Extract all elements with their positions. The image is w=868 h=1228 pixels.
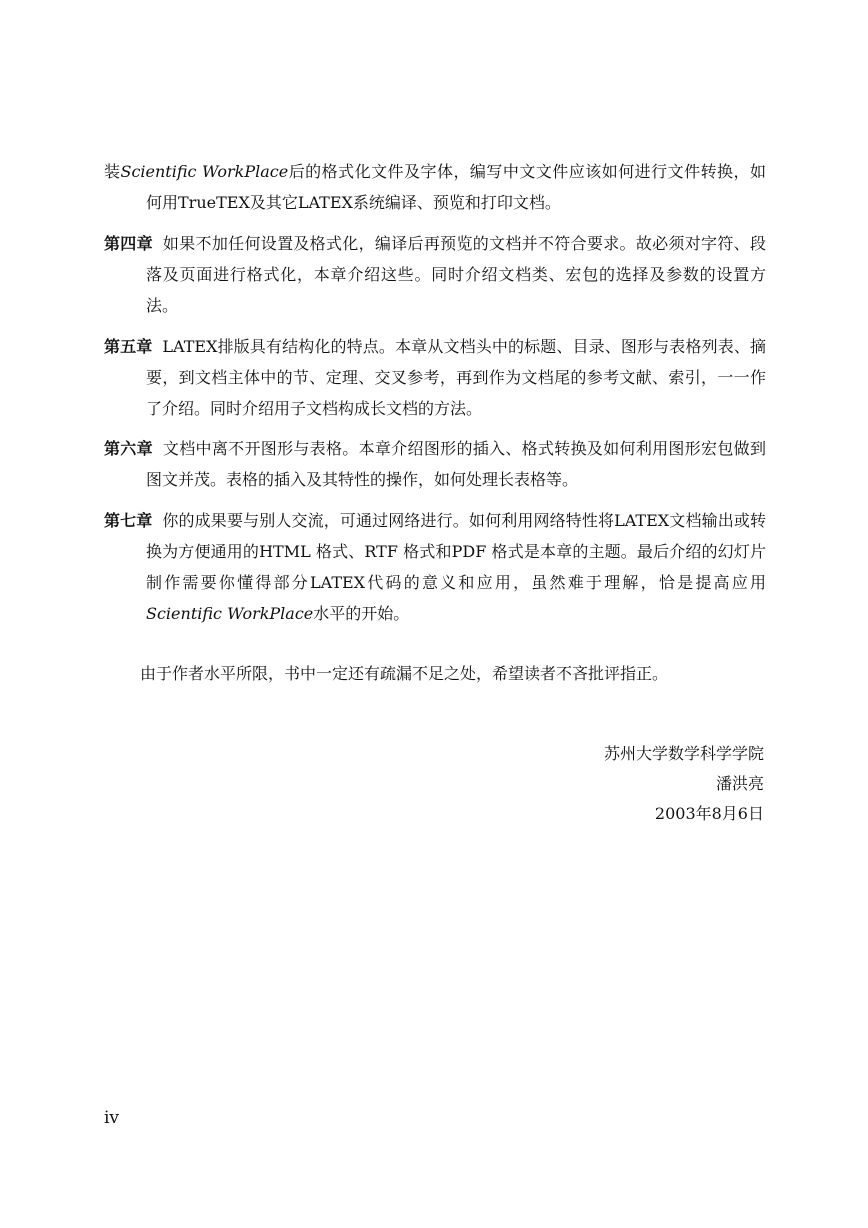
- closing-remark: 由于作者水平所限，书中一定还有疏漏不足之处，希望读者不吝批评指正。: [140, 664, 669, 683]
- continuation-text-start: 装: [104, 162, 121, 181]
- chapter-7-heading: 第七章: [104, 511, 153, 530]
- chapter-5-entry: [104, 331, 766, 424]
- signature-institution: 苏州大学数学科学学院: [603, 744, 764, 763]
- software-name-italic: Scientific WorkPlace: [120, 162, 289, 181]
- chapter-6-entry: [104, 433, 766, 495]
- chapter-4-heading: 第四章: [104, 234, 153, 253]
- chapter-5-text: LATEX排版具有结构化的特点。本章从文档头中的标题、目录、图形与表格列表、摘要，到文档主体中的节、定理、交叉参考，再到作为文档尾的参考文献、索引，一一作了介绍。同时介绍用子文档构成长文档的方法。: [146, 337, 766, 418]
- signature-date: 2003年8月6日: [654, 804, 764, 823]
- chapter-5-heading: 第五章: [104, 337, 153, 356]
- signature-author: 潘洪亮: [715, 774, 764, 793]
- chapter-4-text: 如果不加任何设置及格式化，编译后再预览的文档并不符合要求。故必须对字符、段落及页面进行格式化，本章介绍这些。同时介绍文档类、宏包的选择及参数的设置方法。: [146, 234, 766, 315]
- chapter-4-entry: [104, 228, 766, 321]
- chapter-6-text: 文档中离不开图形与表格。本章介绍图形的插入、格式转换及如何利用图形宏包做到图文并茂。表格的插入及其特性的操作，如何处理长表格等。: [146, 439, 766, 489]
- page-number: iv: [104, 1108, 120, 1128]
- continuation-text-end: 后的格式化文件及字体，编写中文文件应该如何进行文件转换，如何用TrueTEX及其它LATEX系统编译、预览和打印文档。: [146, 162, 766, 212]
- previous-chapter-continuation: [104, 156, 766, 218]
- software-name-italic-2: Scientific WorkPlace: [146, 604, 314, 623]
- chapter-7-text-end: 水平的开始。: [313, 604, 410, 623]
- chapter-7-entry: [104, 505, 766, 629]
- chapter-7-text-start: 你的成果要与别人交流，可通过网络进行。如何利用网络特性将LATEX文档输出或转换为方便通用的HTML 格式、RTF 格式和PDF 格式是本章的主题。最后介绍的幻灯片制作需要你懂得部分LATEX代码的意义和应用，虽然难于理解，恰是提高应用: [146, 511, 766, 592]
- chapter-6-heading: 第六章: [104, 439, 153, 458]
